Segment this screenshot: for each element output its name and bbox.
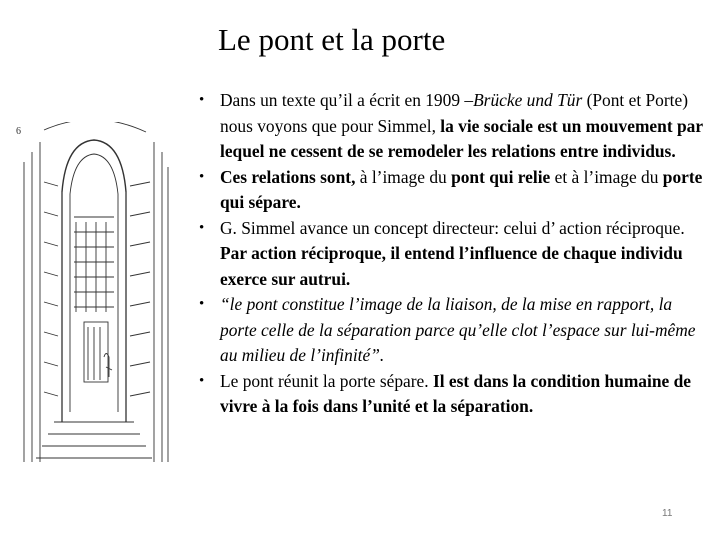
bullet-text-run: à l’image du: [355, 166, 452, 187]
slide-title: Le pont et la porte: [218, 22, 446, 57]
bullet-text-run: G. Simmel avance un concept directeur: celui d’ action réciproque.: [220, 217, 685, 238]
bullet-dot-icon: •: [199, 92, 205, 108]
bullet-dot-icon: •: [199, 168, 205, 185]
bullet-text-run: Ces relations sont,: [220, 166, 356, 187]
bullet-dot-icon: •: [199, 296, 205, 312]
engraving-doorway-stair-icon: [14, 122, 172, 470]
bullet-dot-icon: •: [199, 219, 205, 236]
bullet-text-run: Brücke und Tür: [473, 90, 583, 110]
bullet-item: [193, 292, 708, 369]
bullet-text-run: porte qui sépare.: [220, 166, 703, 212]
bullet-item: [193, 165, 708, 216]
bullet-text-run: Par action réciproque, il entend l’influence de chaque individu exerce sur autrui.: [220, 243, 683, 289]
bullet-list: [193, 88, 708, 420]
bullet-text-run: et à l’image du: [550, 166, 663, 187]
illustration-corner-mark: 6: [16, 126, 21, 137]
bullet-item: [193, 88, 708, 165]
bullet-text-run: pont qui relie: [451, 166, 551, 187]
bullet-text-run: Le pont réunit la porte sépare.: [220, 370, 433, 391]
bullet-dot-icon: •: [199, 372, 205, 389]
bullet-item: [193, 216, 708, 293]
bullet-text-run: Il est dans la condition humaine de vivre à la fois dans l’unité et la séparation.: [220, 370, 691, 416]
bullet-text-run: (Pont et Porte) nous voyons que pour Simmel,: [220, 90, 689, 136]
bullet-text-run: la vie sociale est un mouvement par lequel ne cessent de se remodeler les relations entre individus.: [220, 115, 703, 161]
page-number: 11: [662, 508, 673, 519]
bullet-text-run: “le pont constitue l’image de la liaison, de la mise en rapport, la porte celle de la séparation parce qu’elle clot l’espace sur lui-même au milieu de l’infinité”.: [220, 294, 696, 365]
bullet-item: [193, 369, 708, 420]
bullet-text-run: Dans un texte qu’il a écrit en 1909 –: [220, 90, 474, 110]
